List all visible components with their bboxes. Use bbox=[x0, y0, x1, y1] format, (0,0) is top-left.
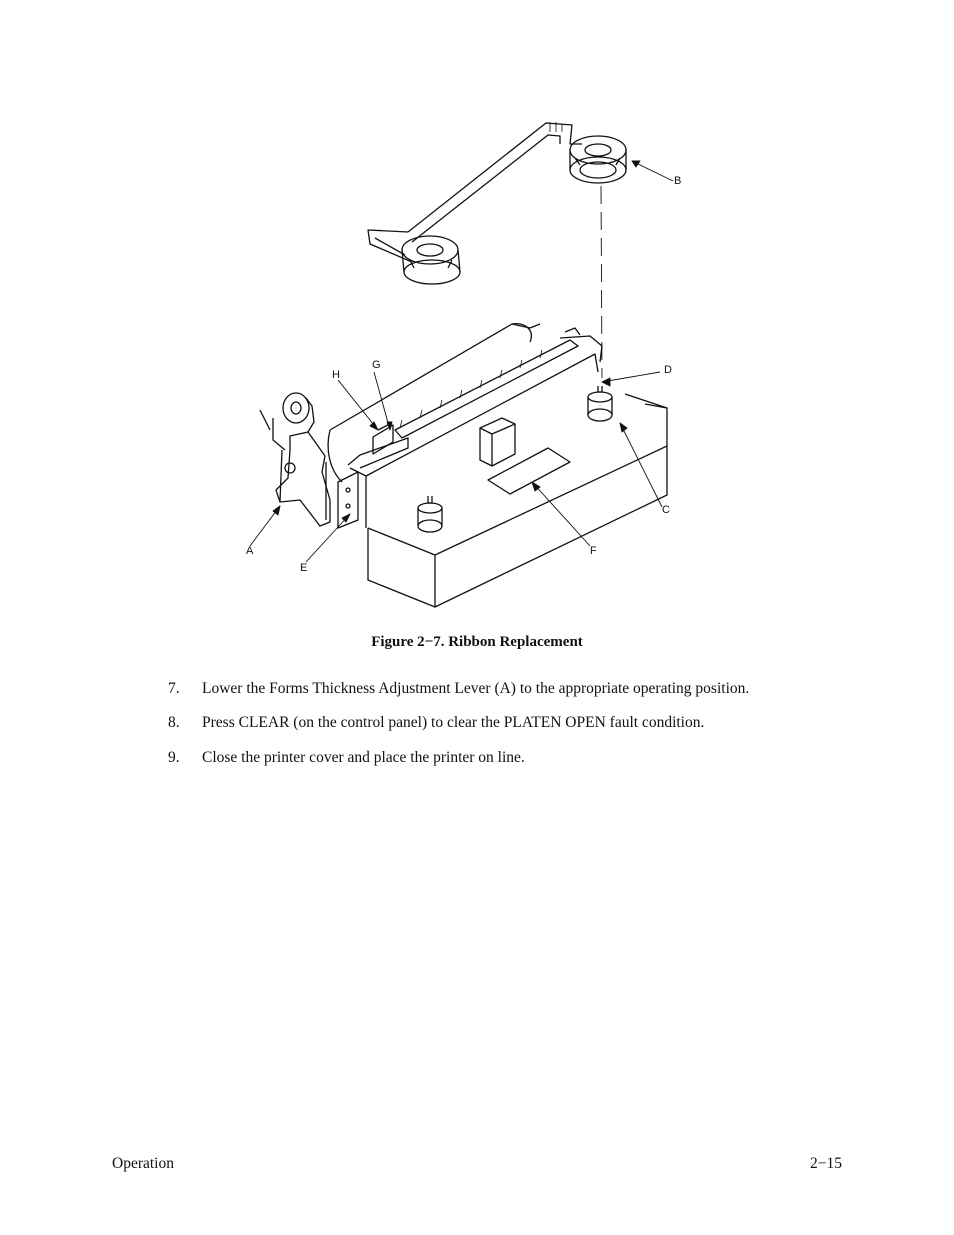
step-number: 9. bbox=[168, 749, 180, 766]
footer-page-number: 2−15 bbox=[810, 1155, 842, 1172]
printer-mechanism-drawing bbox=[230, 110, 690, 620]
ribbon-spool-left bbox=[402, 236, 460, 284]
ribbon-guide bbox=[348, 422, 408, 468]
spindle-c bbox=[588, 386, 612, 421]
step-text: Press CLEAR (on the control panel) to clear the PLATEN OPEN fault condition. bbox=[202, 714, 705, 731]
callout-label-a: A bbox=[246, 545, 254, 557]
step-text: Close the printer cover and place the printer on line. bbox=[202, 749, 525, 766]
printhead-block bbox=[480, 418, 515, 466]
callout-label-c: C bbox=[662, 504, 670, 516]
step-9 bbox=[168, 749, 525, 767]
footer-section-name: Operation bbox=[112, 1155, 174, 1172]
platen-carriage bbox=[328, 324, 602, 528]
spindle-left bbox=[418, 496, 442, 532]
ribbon-label-panel bbox=[488, 448, 570, 494]
step-text: Lower the Forms Thickness Adjustment Lever (A) to the appropriate operating position. bbox=[202, 680, 750, 697]
callout-label-f: F bbox=[590, 545, 597, 557]
callout-label-g: G bbox=[372, 359, 381, 371]
callout-leaders bbox=[250, 161, 673, 562]
step-8 bbox=[168, 714, 704, 732]
figure-caption: Figure 2−7. Ribbon Replacement bbox=[371, 634, 583, 650]
ribbon-spool-b bbox=[570, 136, 626, 183]
forms-thickness-lever bbox=[260, 393, 330, 526]
ribbon-loop bbox=[368, 122, 582, 262]
callout-label-b: B bbox=[674, 175, 682, 187]
step-number: 7. bbox=[168, 680, 180, 697]
callout-label-h: H bbox=[332, 369, 340, 381]
callout-label-d: D bbox=[664, 364, 672, 376]
ribbon-replacement-figure bbox=[230, 110, 690, 620]
callout-label-e: E bbox=[300, 562, 308, 574]
step-7 bbox=[168, 680, 749, 698]
step-number: 8. bbox=[168, 714, 180, 731]
